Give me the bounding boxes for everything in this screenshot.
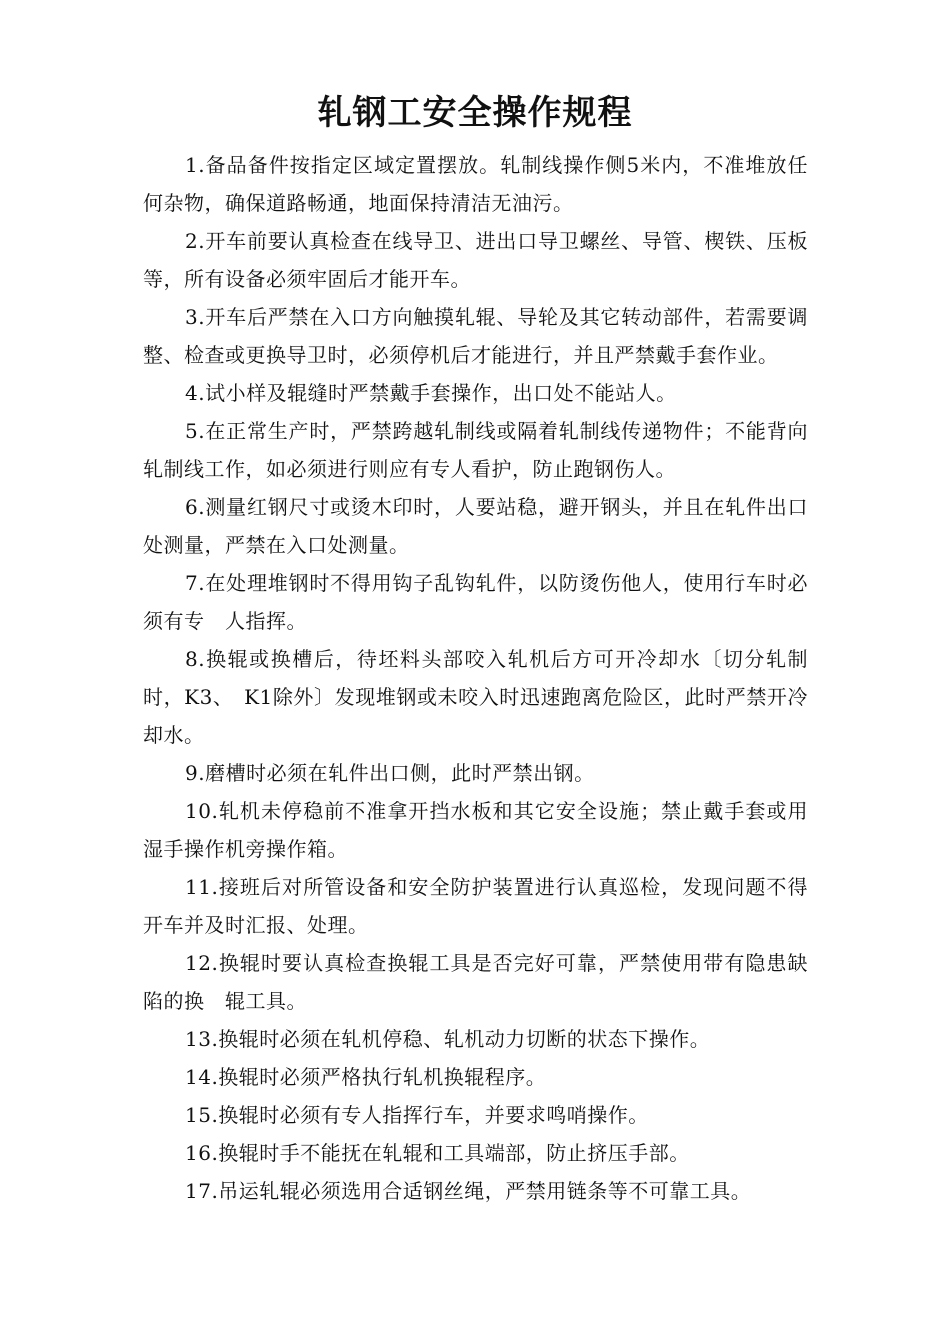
rules-list: [143, 146, 808, 1210]
rule-item: 17.吊运轧辊必须选用合适钢丝绳，严禁用链条等不可靠工具。: [185, 1179, 752, 1203]
document-title: 轧钢工安全操作规程: [317, 93, 633, 133]
rule-item: 5.在正常生产时，严禁跨越轧制线或隔着轧制线传递物件；不能背向轧制线工作，如必须进行则应有专人看护，防止跑钢伤人。: [143, 419, 808, 481]
rule-item: 9.磨槽时必须在轧件出口侧，此时严禁出钢。: [185, 761, 595, 785]
rule-item: 11.接班后对所管设备和安全防护装置进行认真巡检，发现问题不得开车并及时汇报、处理。: [143, 875, 808, 937]
rule-item: 1.备品备件按指定区域定置摆放。轧制线操作侧5米内，不准堆放任何杂物，确保道路畅通，地面保持清洁无油污。: [143, 153, 808, 215]
rule-item: 8.换辊或换槽后，待坯料头部咬入轧机后方可开冷却水〔切分轧制时，K3、 K1除外〕发现堆钢或未咬入时迅速跑离危险区，此时严禁开冷却水。: [143, 647, 808, 747]
rule-item: 2.开车前要认真检查在线导卫、进出口导卫螺丝、导管、楔铁、压板等，所有设备必须牢固后才能开车。: [143, 229, 808, 291]
rule-item: 13.换辊时必须在轧机停稳、轧机动力切断的状态下操作。: [185, 1027, 711, 1051]
rule-item: 4.试小样及辊缝时严禁戴手套操作，出口处不能站人。: [185, 381, 677, 405]
rule-item: 10.轧机未停稳前不准拿开挡水板和其它安全设施；禁止戴手套或用湿手操作机旁操作箱。: [143, 799, 808, 861]
rule-item: 12.换辊时要认真检查换辊工具是否完好可靠，严禁使用带有隐患缺陷的换 辊工具。: [143, 951, 808, 1013]
rule-item: 7.在处理堆钢时不得用钩子乱钩轧件，以防烫伤他人，使用行车时必须有专 人指挥。: [143, 571, 808, 633]
rule-item: 6.测量红钢尺寸或烫木印时，人要站稳，避开钢头，并且在轧件出口处测量，严禁在入口处测量。: [143, 495, 808, 557]
rule-item: 3.开车后严禁在入口方向触摸轧辊、导轮及其它转动部件，若需要调整、检查或更换导卫时，必须停机后才能进行，并且严禁戴手套作业。: [143, 305, 808, 367]
rule-item: 15.换辊时必须有专人指挥行车，并要求鸣哨操作。: [185, 1103, 649, 1127]
rule-item: 14.换辊时必须严格执行轧机换辊程序。: [185, 1065, 547, 1089]
rule-item: 16.换辊时手不能抚在轧辊和工具端部，防止挤压手部。: [185, 1141, 690, 1165]
